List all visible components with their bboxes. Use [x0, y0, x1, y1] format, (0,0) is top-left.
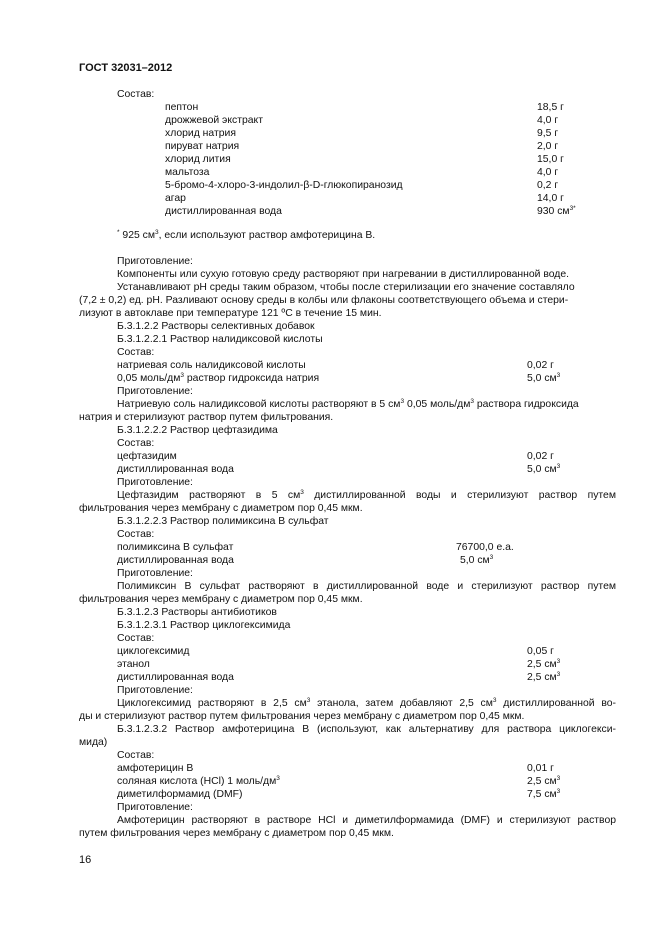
- preparation-label: Приготовление:: [117, 256, 193, 267]
- paragraph-line: лизуют в автоклаве при температуре 121 ºС в течение 15 мин.: [79, 308, 382, 319]
- paragraph-line: Натриевую соль налидиксовой кислоты растворяют в 5 $см^3$ 0,05 моль/$дм^3$ раствора гидроксида: [117, 398, 579, 410]
- ingredient-name: пируват натрия: [165, 141, 240, 152]
- composition-label: Состав:: [117, 633, 155, 644]
- preparation-label: Приготовление:: [117, 802, 193, 813]
- paragraph-line: путем фильтрования через мембрану с диаметром пор 0,45 мкм.: [79, 828, 394, 839]
- ingredient-value: 2,0 г: [537, 141, 559, 152]
- composition-label: Состав:: [117, 438, 155, 449]
- paragraph-line: Полимиксин В сульфат растворяют в дистиллированной воде и стерилизуют раствор путем: [117, 581, 616, 592]
- ingredient-name: цефтазидим: [117, 451, 177, 462]
- value-sup: 3*: [569, 205, 576, 212]
- ingredient-name: дистиллированная вода: [117, 464, 234, 475]
- ingredient-name: циклогексимид: [117, 646, 190, 657]
- section-heading: Б.3.1.2.2.1 Раствор налидиксовой кислоты: [117, 334, 323, 345]
- preparation-label: Приготовление:: [117, 568, 193, 579]
- paragraph-line: натрия и стерилизуют раствор путем фильтрования.: [79, 412, 334, 423]
- paragraph-line: Амфотерицин растворяют в растворе HCl и диметилформамида (DMF) и стерилизуют раствор: [117, 815, 616, 826]
- ingredient-name: соляная кислота (HCl) 1 моль/$дм^3$: [117, 775, 280, 787]
- ingredient-value: [537, 206, 576, 218]
- section-heading: Б.3.1.2.3.2 Раствор амфотерицина В (используют, как альтернативу для раствора циклогекси-: [117, 724, 616, 735]
- footnote: * 925 $см^3$, если используют раствор амфотерицина В.: [117, 229, 376, 241]
- value-text: 930 см: [537, 206, 570, 217]
- ingredient-name: 5-бромо-4-хлоро-3-индолил-β-D-глюкопиранозид: [165, 180, 403, 191]
- ingredient-name: пептон: [165, 102, 199, 113]
- ingredient-value: 5,0 $см^3$: [527, 463, 561, 475]
- document-header: ГОСТ 32031–2012: [79, 62, 173, 74]
- ingredient-name: дрожжевой экстракт: [165, 115, 263, 126]
- ingredient-name: диметилформамид (DMF): [117, 789, 243, 800]
- paragraph-line: Циклогексимид растворяют в 2,5 $см^3$ этанола, затем добавляют 2,5 $см^3$ дистиллированной во-: [117, 697, 616, 709]
- paragraph-line: Цефтазидим растворяют в 5 $см^3$ дистиллированной воды и стерилизуют раствор путем: [117, 489, 616, 501]
- ingredient-name: хлорид натрия: [165, 128, 236, 139]
- paragraph-line: Устанавливают pH среды таким образом, чтобы после стерилизации его значение составляло: [117, 282, 575, 293]
- ingredient-value: 0,02 г: [527, 360, 554, 371]
- ingredient-value: 15,0 г: [537, 154, 564, 165]
- ingredient-name: мальтоза: [165, 167, 210, 178]
- ingredient-name: полимиксина В сульфат: [117, 542, 234, 553]
- paragraph-line: фильтрования через мембрану с диаметром пор 0,45 мкм.: [79, 503, 363, 514]
- section-heading: Б.3.1.2.2.3 Раствор полимиксина В сульфат: [117, 516, 329, 527]
- ingredient-value: 76700,0 е.а.: [456, 542, 514, 553]
- section-heading: Б.3.1.2.2.2 Раствор цефтазидима: [117, 425, 278, 436]
- paragraph-line: Компоненты или сухую готовую среду растворяют при нагревании в дистиллированной воде.: [117, 269, 570, 280]
- ingredient-value: 0,02 г: [527, 451, 554, 462]
- ingredient-value: 0,2 г: [537, 180, 559, 191]
- paragraph-line: (7,2 ± 0,2) ед. pH. Разливают основу среды в колбы или флаконы соответствующего объема и стери-: [79, 295, 569, 306]
- ingredient-value: 14,0 г: [537, 193, 564, 204]
- paragraph-line: фильтрования через мембрану с диаметром пор 0,45 мкм.: [79, 594, 363, 605]
- preparation-label: Приготовление:: [117, 685, 193, 696]
- ingredient-value: 5,0 $см^3$: [527, 372, 561, 384]
- composition-label: Состав:: [117, 89, 155, 100]
- ingredient-value: 0,05 г: [527, 646, 554, 657]
- ingredient-name: амфотерицин В: [117, 763, 194, 774]
- ingredient-name: агар: [165, 193, 186, 204]
- ingredient-name: хлорид лития: [165, 154, 231, 165]
- ingredient-value: 5,0 $см^3$: [460, 554, 494, 566]
- ingredient-name: 0,05 моль/$дм^3$ раствор гидроксида натрия: [117, 372, 320, 384]
- ingredient-value: 0,01 г: [527, 763, 554, 774]
- ingredient-value: 2,5 $см^3$: [527, 775, 561, 787]
- ingredient-name: этанол: [117, 659, 150, 670]
- composition-label: Состав:: [117, 347, 155, 358]
- ingredient-value: 4,0 г: [537, 115, 559, 126]
- composition-label: Состав:: [117, 529, 155, 540]
- paragraph-line: ды и стерилизуют раствор путем фильтрования через мембрану с диаметром пор 0,45 мкм.: [79, 711, 525, 722]
- ingredient-value: 7,5 $см^3$: [527, 788, 561, 800]
- footnote-mark: *: [117, 229, 120, 236]
- section-heading: мида): [79, 737, 108, 748]
- preparation-label: Приготовление:: [117, 477, 193, 488]
- composition-label: Состав:: [117, 750, 155, 761]
- ingredient-value: 2,5 $см^3$: [527, 658, 561, 670]
- ingredient-value: 9,5 г: [537, 128, 559, 139]
- ingredient-name: дистиллированная вода: [165, 206, 282, 217]
- ingredient-name: натриевая соль налидиксовой кислоты: [117, 360, 306, 371]
- section-heading: Б.3.1.2.2 Растворы селективных добавок: [117, 321, 315, 332]
- ingredient-value: 2,5 $см^3$: [527, 671, 561, 683]
- ingredient-value: 4,0 г: [537, 167, 559, 178]
- section-heading: Б.3.1.2.3.1 Раствор циклогексимида: [117, 620, 291, 631]
- preparation-label: Приготовление:: [117, 386, 193, 397]
- section-heading: Б.3.1.2.3 Растворы антибиотиков: [117, 607, 277, 618]
- ingredient-name: дистиллированная вода: [117, 555, 234, 566]
- page-number: 16: [79, 854, 92, 866]
- ingredient-name: дистиллированная вода: [117, 672, 234, 683]
- ingredient-value: 18,5 г: [537, 102, 564, 113]
